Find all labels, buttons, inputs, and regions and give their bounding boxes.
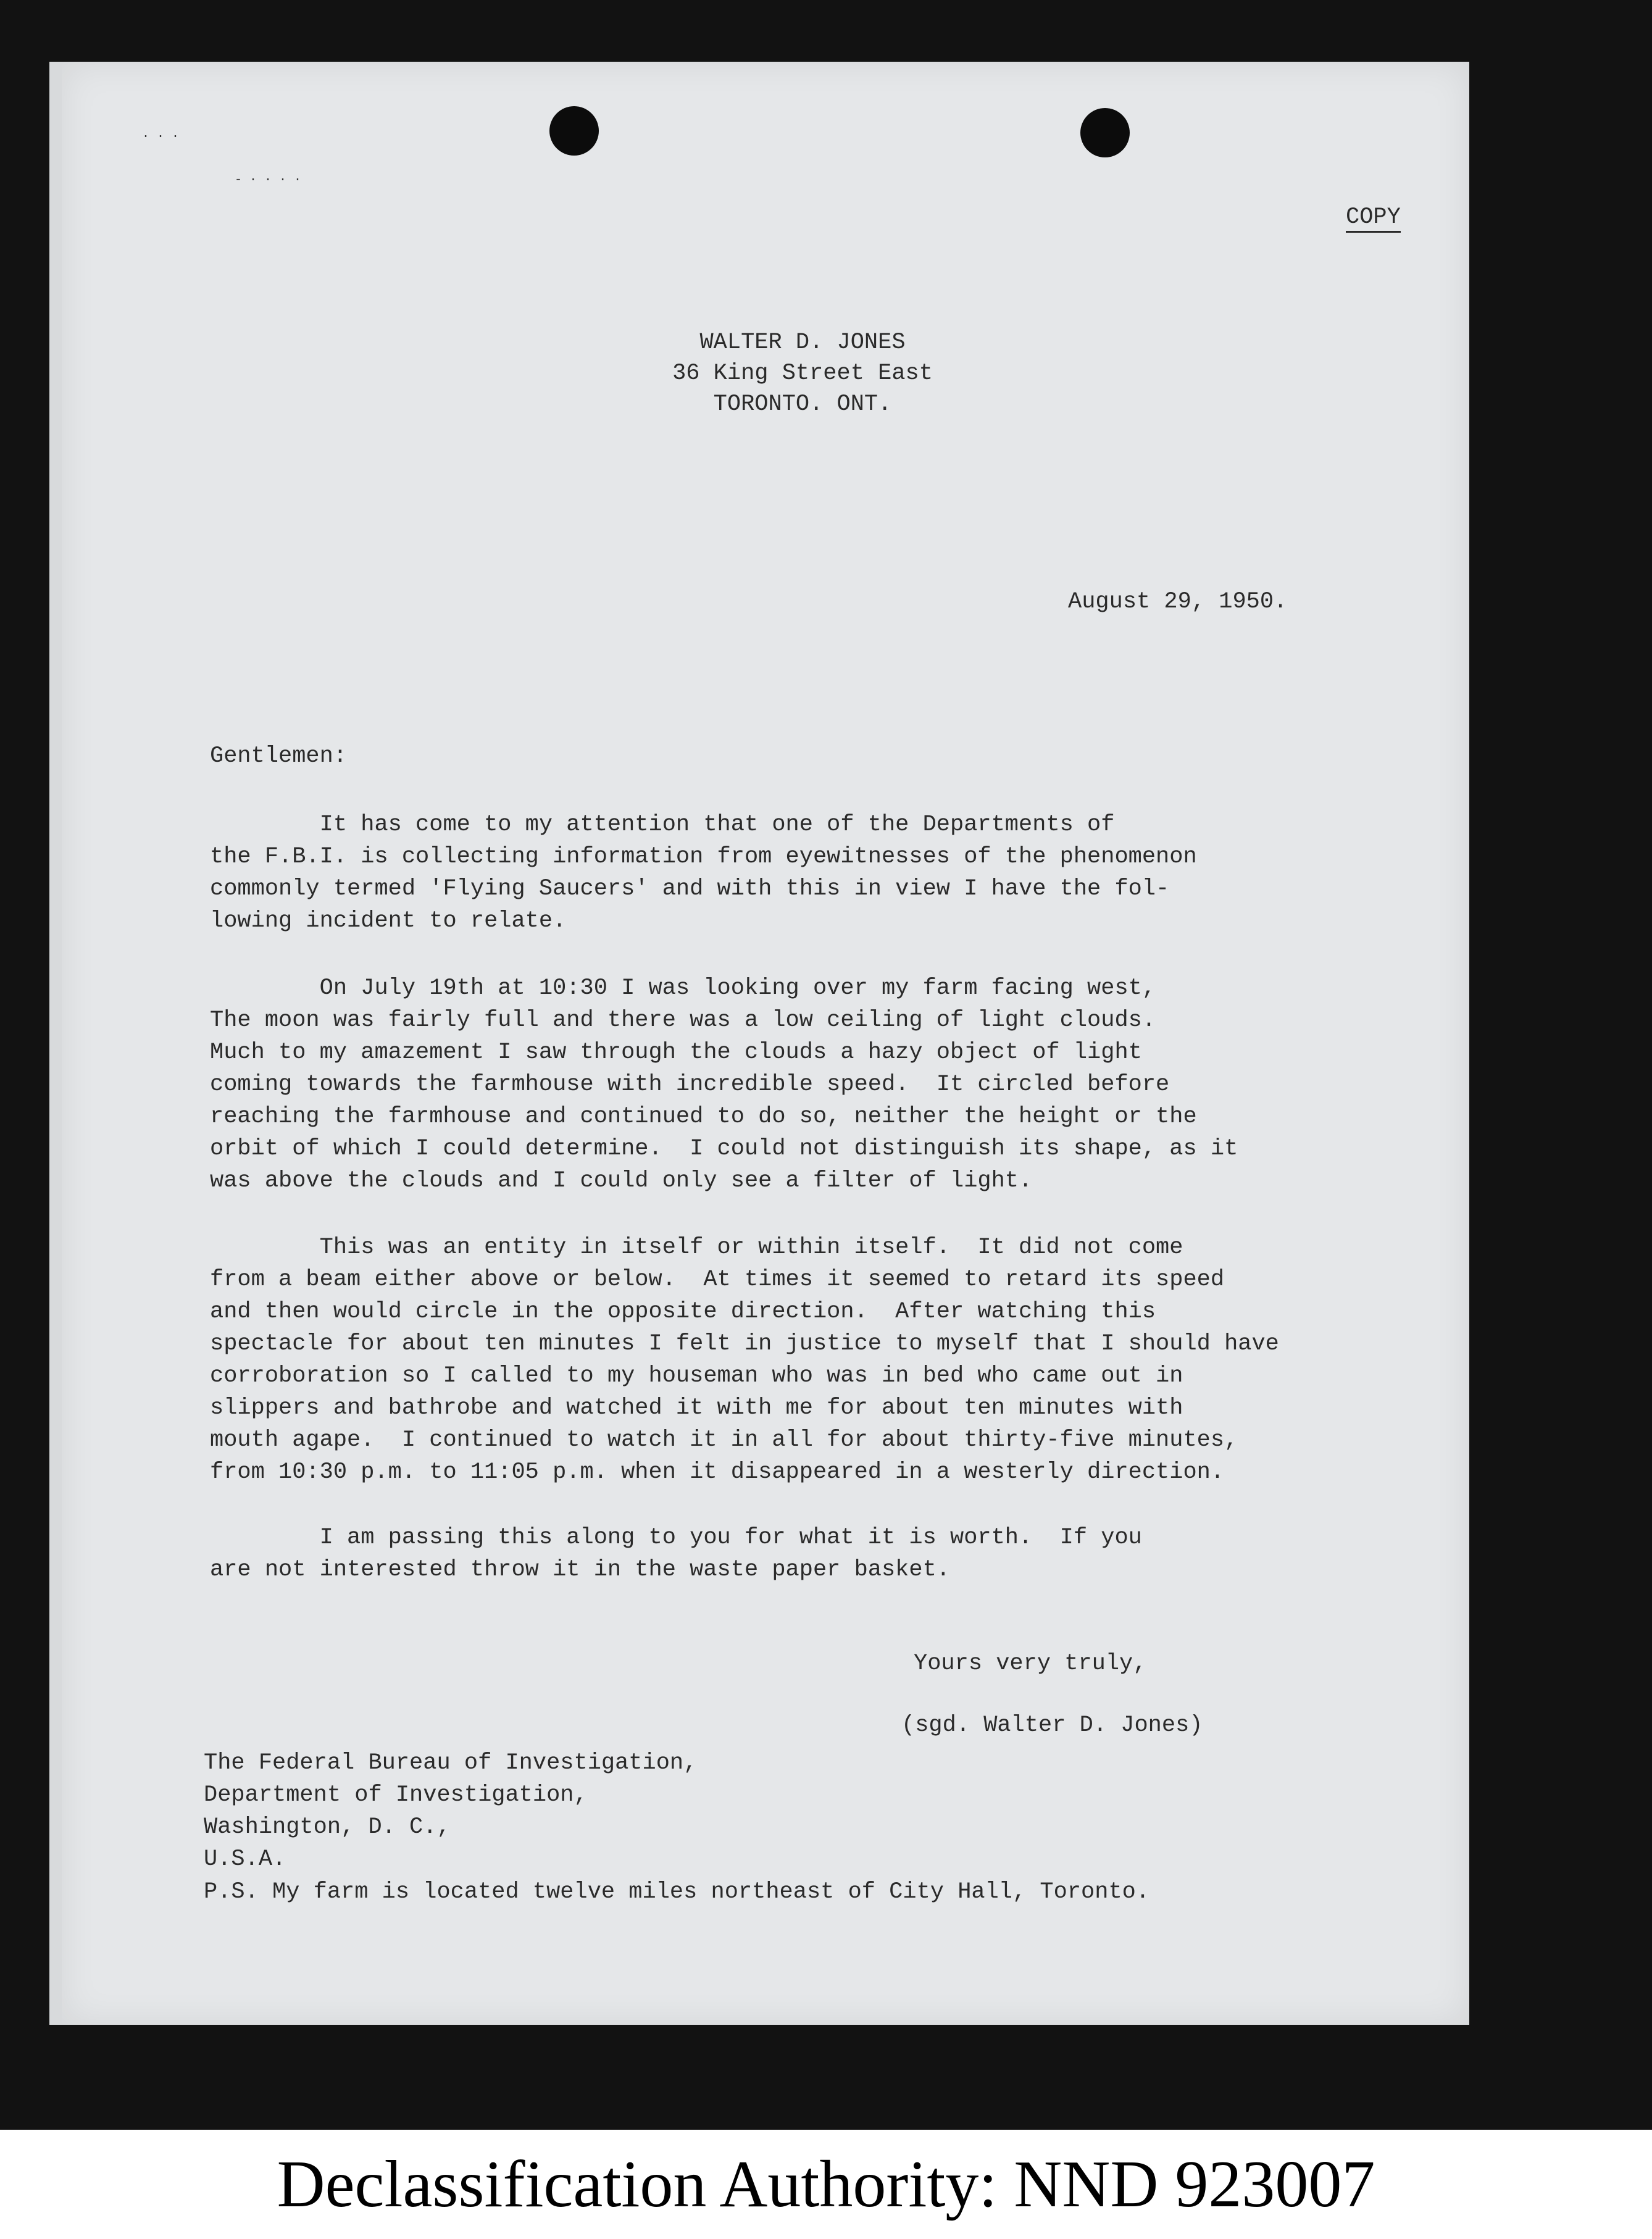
- paragraph-4: [210, 1522, 1142, 1586]
- paragraph-line: The moon was fairly full and there was a low ceiling of light clouds.: [210, 1007, 1156, 1033]
- paragraph-line: are not interested throw it in the waste paper basket.: [210, 1557, 950, 1583]
- copy-label: COPY: [1346, 204, 1401, 233]
- paragraph-3: [210, 1232, 1279, 1488]
- letterhead: [617, 327, 988, 420]
- paragraph-line: orbit of which I could determine. I could not distinguish its shape, as it: [210, 1136, 1238, 1162]
- paragraph-line: It has come to my attention that one of the Departments of: [210, 812, 1115, 838]
- paragraph-1: [210, 809, 1197, 937]
- punch-hole-left: [549, 106, 599, 156]
- salutation: Gentlemen:: [210, 743, 348, 769]
- paragraph-line: On July 19th at 10:30 I was looking over my farm facing west,: [210, 975, 1156, 1001]
- signature: (sgd. Walter D. Jones): [901, 1712, 1203, 1738]
- paragraph-line: was above the clouds and I could only see a filter of light.: [210, 1168, 1033, 1194]
- declassification-footer: [0, 2130, 1652, 2239]
- letterhead-street: 36 King Street East: [672, 361, 933, 386]
- smudge-mark: · · ·: [142, 130, 180, 144]
- paragraph-line: commonly termed 'Flying Saucers' and with this in view I have the fol-: [210, 876, 1170, 902]
- paragraph-line: mouth agape. I continued to watch it in all for about thirty-five minutes,: [210, 1427, 1238, 1453]
- letterhead-city: TORONTO. ONT.: [713, 391, 892, 417]
- letterhead-name: WALTER D. JONES: [699, 330, 906, 356]
- declassification-authority: Declassification Authority: NND 923007: [277, 2147, 1375, 2221]
- address-line: Department of Investigation,: [204, 1782, 588, 1808]
- letter-date: August 29, 1950.: [1068, 589, 1288, 615]
- paragraph-line: coming towards the farmhouse with incredible speed. It circled before: [210, 1072, 1170, 1098]
- address-line: Washington, D. C.,: [204, 1814, 451, 1840]
- punch-hole-right: [1080, 108, 1130, 157]
- paragraph-line: I am passing this along to you for what it is worth. If you: [210, 1525, 1142, 1551]
- address-line: The Federal Bureau of Investigation,: [204, 1750, 698, 1776]
- paragraph-line: the F.B.I. is collecting information from eyewitnesses of the phenomenon: [210, 844, 1197, 870]
- address-line: U.S.A.: [204, 1846, 286, 1872]
- paragraph-line: Much to my amazement I saw through the clouds a hazy object of light: [210, 1040, 1142, 1065]
- smudge-mark: - · · · ·: [235, 173, 302, 187]
- closing: Yours very truly,: [914, 1651, 1147, 1677]
- postscript: P.S. My farm is located twelve miles northeast of City Hall, Toronto.: [204, 1879, 1150, 1905]
- paragraph-2: [210, 972, 1238, 1197]
- paragraph-line: This was an entity in itself or within itself. It did not come: [210, 1235, 1183, 1261]
- paragraph-line: reaching the farmhouse and continued to do so, neither the height or the: [210, 1104, 1197, 1130]
- paragraph-line: from 10:30 p.m. to 11:05 p.m. when it disappeared in a westerly direction.: [210, 1459, 1225, 1485]
- paragraph-line: from a beam either above or below. At times it seemed to retard its speed: [210, 1267, 1225, 1293]
- paragraph-line: slippers and bathrobe and watched it with me for about ten minutes with: [210, 1395, 1183, 1421]
- paragraph-line: lowing incident to relate.: [210, 908, 567, 934]
- paragraph-line: spectacle for about ten minutes I felt in justice to myself that I should have: [210, 1331, 1279, 1357]
- paragraph-line: corroboration so I called to my houseman who was in bed who came out in: [210, 1363, 1183, 1389]
- paragraph-line: and then would circle in the opposite direction. After watching this: [210, 1299, 1156, 1325]
- recipient-address: [204, 1747, 697, 1875]
